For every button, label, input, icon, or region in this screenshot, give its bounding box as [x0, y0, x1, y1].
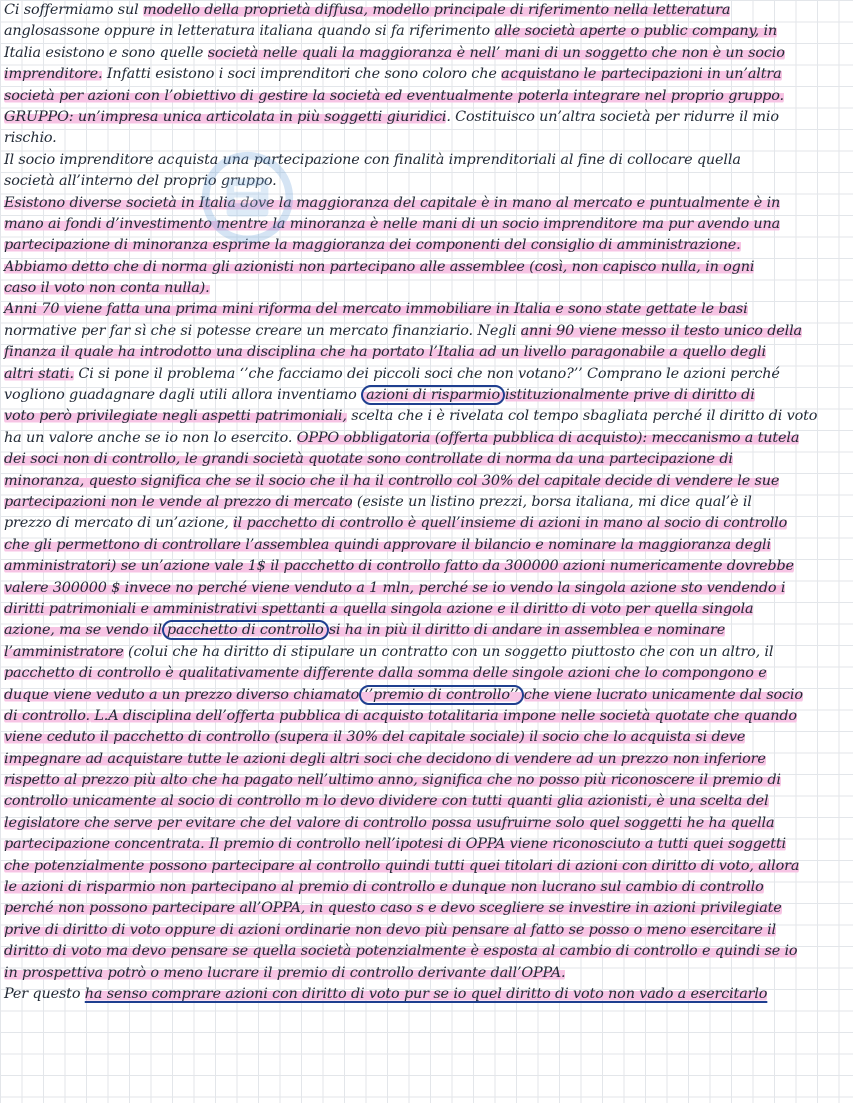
highlighted-text: minoranza, questo significa che se il socio che il ha il controllo col 30% del capitale decide di vendere le sue	[4, 472, 780, 489]
highlighted-text: voto però privilegiate negli aspetti patrimoniali,	[4, 408, 347, 425]
text-segment: Ci si pone il problema ‘’che facciamo dei piccoli soci che non votano?’’ Comprano le azioni perché	[73, 365, 780, 382]
text-segment: (esiste un listino prezzi, borsa italiana, mi dice qual’è il	[352, 493, 752, 510]
text-line	[4, 749, 849, 770]
text-line	[4, 0, 849, 21]
highlighted-text: modello della proprietà diffusa, modello principale di riferimento nella letteratura	[142, 2, 731, 18]
highlighted-text: caso il voto non conta nulla).	[4, 280, 210, 297]
text-segment: scelta che i è rivelata col tempo sbagliata perché il diritto di voto	[346, 408, 818, 425]
highlighted-text: che potenzialmente possono partecipare al controllo quindi tutti quei titolari di azioni con diritto di voto, allora	[4, 857, 800, 874]
highlighted-text: in prospettiva potrò o meno lucrare il premio di controllo derivante dall’OPPA.	[4, 964, 566, 981]
text-line	[4, 813, 849, 834]
text-line	[4, 877, 849, 898]
text-line	[4, 727, 849, 748]
highlighted-text: istituzionalmente prive di diritto di	[504, 387, 755, 404]
highlighted-text: viene ceduto il pacchetto di controllo (supera il 30% del capitale sociale) il socio che lo acquista si deve	[4, 729, 746, 746]
text-line	[4, 706, 849, 727]
text-line	[4, 21, 849, 42]
highlighted-text: Abbiamo detto che di norma gli azionisti non partecipano alle assemblee (così, non capisco nulla, in ogni	[4, 258, 755, 275]
notes-page	[4, 0, 849, 1005]
text-line	[4, 428, 849, 449]
text-line	[4, 941, 849, 962]
text-line	[4, 86, 849, 107]
text-line	[4, 770, 849, 791]
text-line	[4, 214, 849, 235]
highlighted-text: azione, ma se vendo il	[4, 622, 162, 639]
highlighted-text: pacchetto di controllo è qualitativamente differente dalla somma delle singole azioni che lo compongono e	[4, 665, 767, 682]
highlighted-text: legislatore che serve per evitare che del valore di controllo possa usufruirne solo quel soggetti he ha quella	[4, 814, 775, 831]
highlighted-text: prive di diritto di voto oppure di azioni ordinarie non devo più pensare al fatto se posso o meno esercitare il	[4, 921, 777, 938]
text-line	[4, 513, 849, 534]
text-segment: prezzo di mercato di un’azione,	[4, 515, 234, 532]
text-segment: ha un valore anche se io non lo esercito.	[4, 429, 297, 446]
text-line	[4, 150, 849, 171]
text-segment: normative per far sì che si potesse creare un mercato finanziario. Negli	[4, 322, 521, 339]
text-line	[4, 685, 849, 706]
text-line	[4, 171, 849, 192]
text-segment: (colui che ha diritto di stipulare un contratto con un soggetto piuttosto che con un altro, il	[123, 643, 774, 660]
text-line	[4, 364, 849, 385]
text-segment: Per questo	[4, 985, 85, 1002]
highlighted-text: società per azioni con l’obiettivo di gestire la società ed eventualmente poterla integrare nel proprio gruppo.	[4, 87, 784, 104]
text-line	[4, 342, 849, 363]
highlighted-text: alle società aperte o public company, in	[494, 23, 778, 40]
highlighted-text: diritto di voto ma devo pensare se quella società potenzialmente è esposta al cambio di controllo e quindi se io	[4, 943, 798, 960]
text-line	[4, 834, 849, 855]
highlighted-text: dei soci non di controllo, le grandi società quotate sono controllate di norma da una partecipazione di	[4, 451, 733, 468]
circled-term: ‘’premio di controllo’’	[359, 685, 524, 705]
text-line	[4, 43, 849, 64]
highlighted-text: amministratori) se un’azione vale 1$ il pacchetto di controllo fatto da 300000 azioni numericamente dovrebbe	[4, 558, 794, 575]
text-line	[4, 920, 849, 941]
text-segment: Il socio imprenditore acquista una partecipazione con finalità imprenditoriali al fine di collocare quella	[4, 151, 741, 168]
text-segment: rischio.	[4, 130, 57, 147]
text-line	[4, 620, 849, 641]
text-segment: Infatti esistono i soci imprenditori che sono coloro che	[102, 66, 502, 83]
highlighted-text: società nelle quali la maggioranza è nell’ mani di un soggetto che non è un socio	[207, 44, 785, 61]
text-segment: anglosassone oppure in letteratura italiana quando si fa riferimento	[4, 23, 495, 40]
text-line	[4, 599, 849, 620]
highlighted-text: acquistano le partecipazioni in un’altra	[501, 66, 782, 83]
text-line	[4, 556, 849, 577]
text-line	[4, 856, 849, 877]
highlighted-text: perché non possono partecipare all’OPPA, in questo caso s e devo scegliere se investire in azioni privilegiate	[4, 900, 782, 917]
highlighted-text: il pacchetto di controllo è quell’insieme di azioni in mano al socio di controllo	[233, 515, 788, 532]
text-segment: vogliono guadagnare dagli utili allora inventiamo	[4, 387, 362, 404]
highlighted-text: che gli permettono di controllare l’assemblea quindi approvare il bilancio e nominare la maggioranza degli	[4, 536, 771, 553]
highlighted-text: si ha in più il diritto di andare in assemblea e nominare	[328, 622, 726, 639]
highlighted-text: l’amministratore	[4, 643, 124, 660]
text-segment: Ci soffermiamo sul	[4, 2, 143, 18]
text-segment: Italia esistono e sono quelle	[4, 44, 208, 61]
highlighted-text: duque viene veduto a un prezzo diverso chiamato	[4, 686, 360, 703]
text-line	[4, 278, 849, 299]
text-line	[4, 535, 849, 556]
highlighted-text: finanza il quale ha introdotto una disciplina che ha portato l’Italia ad un livello paragonabile a quello degli	[4, 344, 766, 361]
text-line	[4, 406, 849, 427]
highlighted-text: impegnare ad acquistare tutte le azioni degli altri soci che decidono di vendere ad un prezzo non inferiore	[4, 750, 766, 767]
highlighted-text: controllo unicamente al socio di controllo m lo devo dividere con tutti quanti glia azionisti, è una scelta del	[4, 793, 769, 810]
text-line	[4, 321, 849, 342]
text-line	[4, 299, 849, 320]
text-line	[4, 64, 849, 85]
text-line	[4, 193, 849, 214]
highlighted-text: valere 300000 $ invece no perché viene venduto a 1 mln, perché se io vendo la singola azione sto vendendo i	[4, 579, 786, 596]
highlighted-text: Esistono diverse società in Italia dove la maggioranza del capitale è in mano al mercato e puntualmente è in	[4, 194, 781, 211]
highlighted-text: anni 90 viene messo il testo unico della	[520, 322, 802, 339]
text-line	[4, 791, 849, 812]
circled-term: azioni di risparmio	[361, 385, 505, 405]
text-line	[4, 385, 849, 406]
text-line	[4, 642, 849, 663]
text-line	[4, 449, 849, 470]
text-line	[4, 471, 849, 492]
text-segment: . Costituisco un’altra società per ridurre il mio	[446, 108, 779, 125]
highlighted-text: OPPO obbligatoria (offerta pubblica di acquisto): meccanismo a tutela	[296, 429, 800, 446]
highlighted-text: partecipazione di minoranza esprime la maggioranza dei componenti del consiglio di amministrazione.	[4, 237, 741, 254]
text-segment: società all’interno del proprio gruppo.	[4, 173, 277, 190]
highlighted-text: partecipazioni non le vende al prezzo di mercato	[4, 493, 353, 510]
highlighted-text: altri stati.	[4, 365, 74, 382]
text-line	[4, 257, 849, 278]
text-line	[4, 107, 849, 128]
highlighted-text: rispetto al prezzo più alto che ha pagato nell’ultimo anno, significa che no posso più riconoscere il premio di	[4, 772, 781, 789]
highlighted-text: le azioni di risparmio non partecipano al premio di controllo e dunque non lucrano sul cambio di controllo	[4, 879, 764, 896]
text-line	[4, 963, 849, 984]
highlighted-text: partecipazione concentrata. Il premio di controllo nell’ipotesi di OPPA viene riconosciuto a tutti quei soggetti	[4, 836, 786, 853]
highlighted-text: Anni 70 viene fatta una prima mini riforma del mercato immobiliare in Italia e sono state gettate le basi	[4, 301, 748, 318]
highlighted-text: L.A disciplina dell’offerta pubblica di acquisto totalitaria impone nelle società quotate che quando	[89, 707, 797, 724]
highlighted-text: imprenditore.	[4, 66, 103, 83]
text-line	[4, 235, 849, 256]
text-line	[4, 898, 849, 919]
circled-term: pacchetto di controllo	[162, 620, 329, 640]
highlighted-text: che viene lucrato unicamente dal socio	[523, 686, 803, 703]
text-line	[4, 984, 849, 1005]
text-line	[4, 578, 849, 599]
underlined-conclusion: ha senso comprare azioni con diritto di voto pur se io quel diritto di voto non vado a esercitarlo	[84, 985, 768, 1002]
text-line	[4, 663, 849, 684]
text-line	[4, 128, 849, 149]
highlighted-text: di controllo.	[4, 707, 90, 724]
highlighted-text: mano ai fondi d’investimento mentre la minoranza è nelle mani di un socio imprenditore ma pur avendo una	[4, 215, 781, 232]
highlighted-text: GRUPPO: un’impresa unica articolata in più soggetti giuridici	[4, 108, 447, 125]
highlighted-text: diritti patrimoniali e amministrativi spettanti a quella singola azione e il diritto di voto per quella singola	[4, 600, 754, 617]
text-line	[4, 492, 849, 513]
